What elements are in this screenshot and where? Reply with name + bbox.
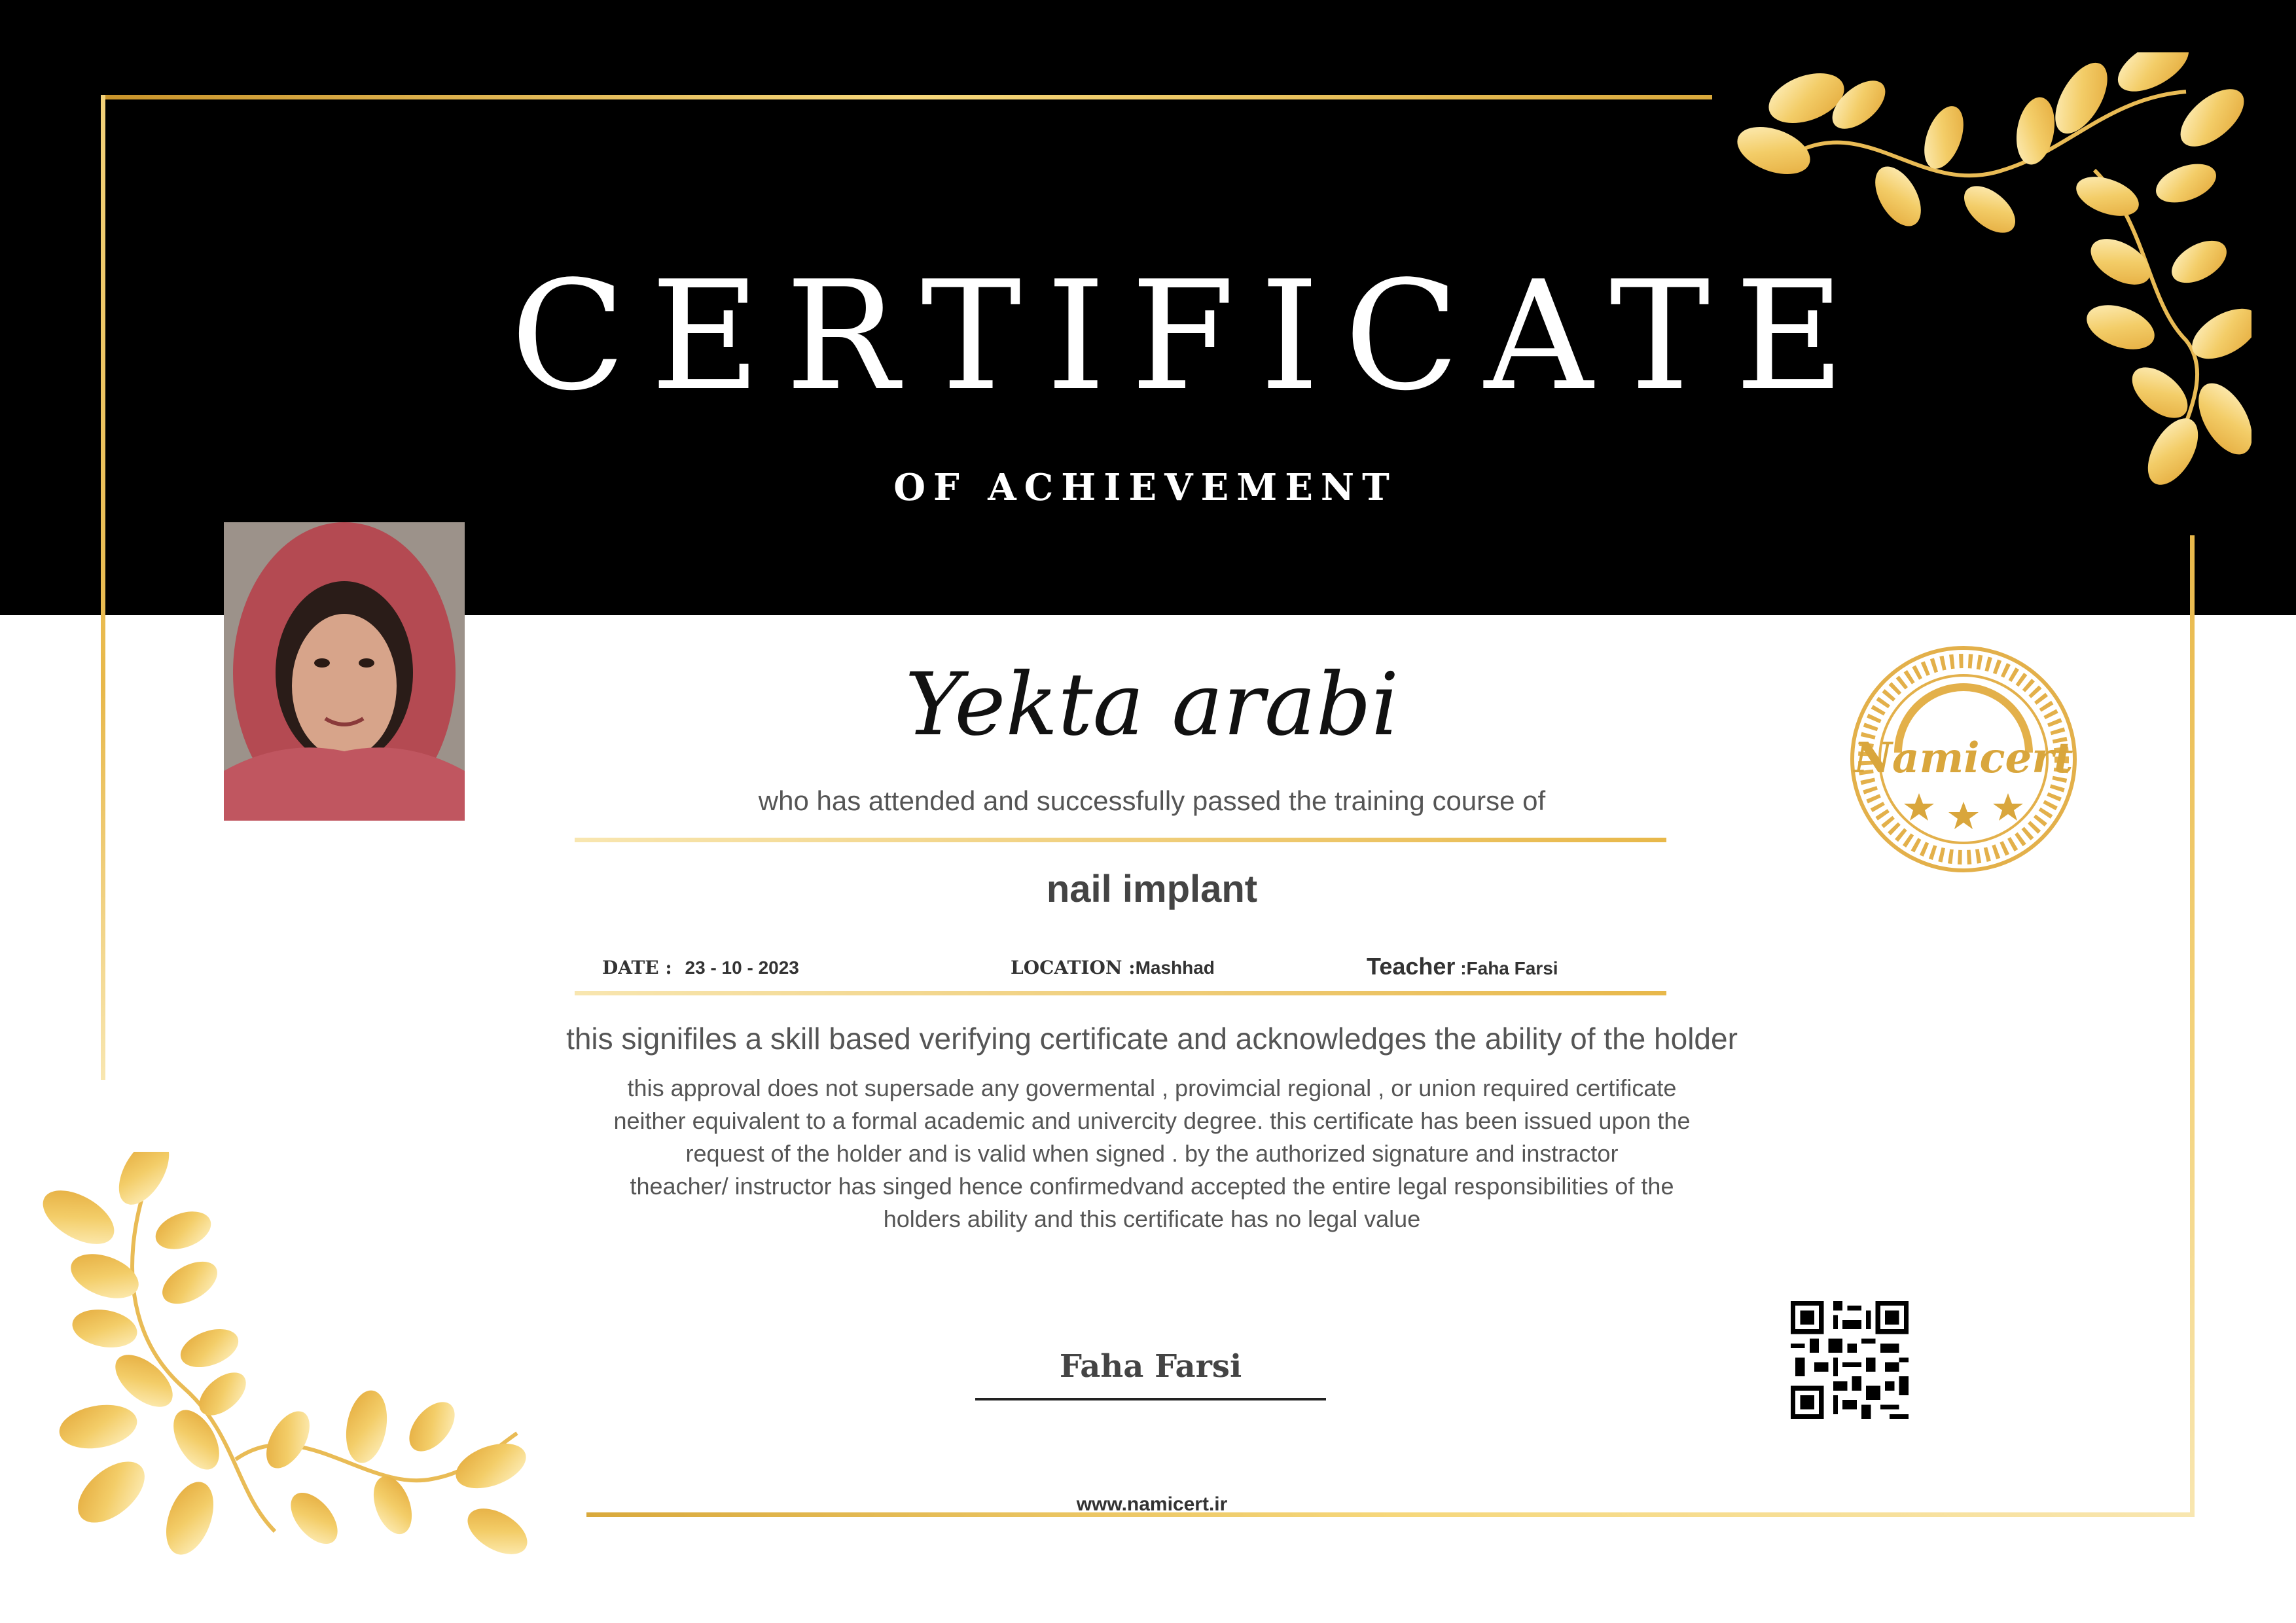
frame-top-line xyxy=(101,95,1712,99)
website-url[interactable]: www.namicert.ir xyxy=(1076,1493,1228,1515)
disclaimer-line: theacher/ instructor has singed hence confirmedvand accepted the entire legal responsibilities of the xyxy=(630,1173,1674,1200)
signature-line xyxy=(975,1398,1326,1400)
frame-left-line xyxy=(101,95,105,1080)
statement-text: this signifiles a skill based verifying certificate and acknowledges the ability of the holder xyxy=(566,1022,1738,1056)
teacher-field xyxy=(1367,953,1558,980)
signature-name: Faha Farsi xyxy=(1059,1348,1242,1385)
recipient-photo xyxy=(224,522,465,821)
disclaimer-line: request of the holder and is valid when signed . by the authorized signature and instractor xyxy=(685,1140,1619,1167)
disclaimer-line: this approval does not supersade any govermental , provimcial regional , or union required certificate xyxy=(627,1075,1677,1101)
intro-text: who has attended and successfully passed the training course of xyxy=(758,785,1546,816)
certificate-subtitle: OF ACHIEVEMENT xyxy=(893,466,1397,509)
frame-bottom-line xyxy=(586,1512,2195,1517)
disclaimer-line: holders ability and this certificate has no legal value xyxy=(883,1205,1421,1232)
date-value: 23 - 10 - 2023 xyxy=(685,957,799,978)
recipient-name: Yekta arabi xyxy=(905,654,1399,755)
qr-code-icon xyxy=(1791,1301,1909,1419)
disclaimer-text xyxy=(537,1072,1767,1236)
seal-brand-text: Namicert xyxy=(1854,734,2073,783)
namicert-seal-icon xyxy=(1846,641,2081,877)
divider-line xyxy=(575,991,1666,995)
date-field xyxy=(602,957,799,978)
location-label: LOCATION : xyxy=(1011,957,1136,978)
divider-line xyxy=(575,838,1666,842)
course-name: nail implant xyxy=(1046,868,1258,910)
date-label: DATE : xyxy=(602,957,672,978)
teacher-label: Teacher xyxy=(1367,953,1456,980)
location-field xyxy=(1011,957,1215,978)
certificate-title: CERTIFICATE xyxy=(511,249,1870,424)
teacher-value: :Faha Farsi xyxy=(1460,958,1558,978)
gold-leaf-vine-icon xyxy=(39,1152,563,1584)
frame-right-line xyxy=(2190,535,2195,1517)
disclaimer-line: neither equivalent to a formal academic and univercity degree. this certificate has been issued upon the xyxy=(613,1107,1691,1134)
location-value: Mashhad xyxy=(1135,957,1215,978)
